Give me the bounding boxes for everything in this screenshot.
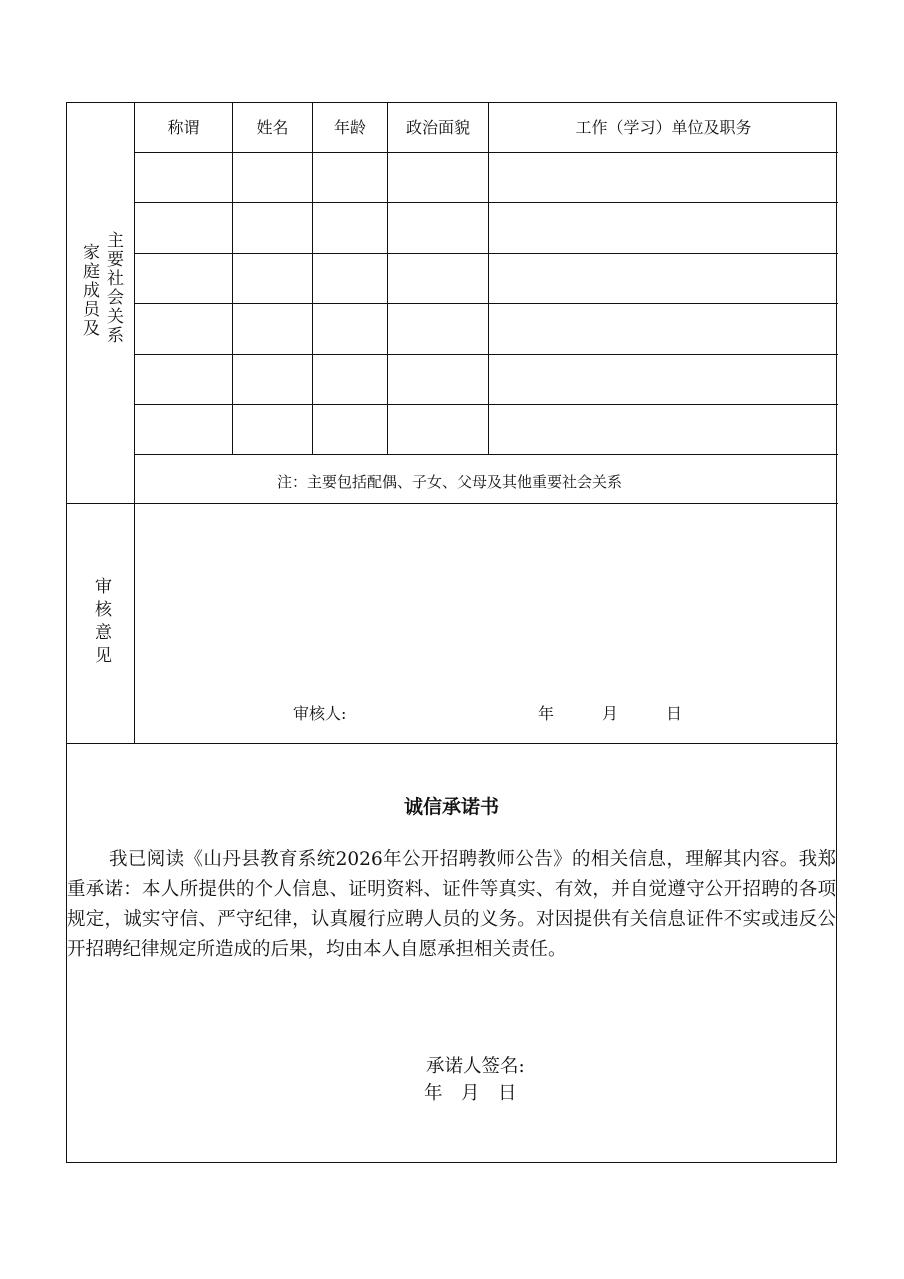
review-day: 日	[666, 704, 683, 723]
grid-line	[135, 454, 838, 455]
header-political-status: 政治面貌	[405, 118, 470, 137]
family-side-label-col2: 主要社会关系	[103, 231, 123, 345]
grid-line	[488, 103, 489, 455]
grid-line	[135, 202, 838, 203]
pledge-date-line: 年 月 日	[424, 1083, 517, 1104]
registration-form-frame	[66, 102, 837, 1163]
grid-line	[135, 354, 838, 355]
grid-line	[135, 253, 838, 254]
pledge-signature-label: 承诺人签名:	[426, 1056, 525, 1077]
grid-line	[135, 404, 838, 405]
header-age: 年龄	[333, 118, 366, 137]
grid-line	[135, 303, 838, 304]
header-work-unit: 工作（学习）单位及职务	[575, 118, 752, 137]
grid-line	[134, 103, 135, 743]
pledge-title: 诚信承诺书	[403, 796, 499, 818]
pledge-body: 我已阅读《山丹县教育系统2026年公开招聘教师公告》的相关信息，理解其内容。我郑重承诺：本人所提供的个人信息、证明资料、证件等真实、有效，并自觉遵守公开招聘的各项规定，诚实守信、严守纪律，认真履行应聘人员的义务。对因提供有关信息证件不实或违反公开招聘纪律规定所造成的后果，均由本人自愿承担相关责任。	[67, 849, 836, 960]
grid-line	[67, 743, 838, 744]
grid-line	[312, 103, 313, 455]
grid-line	[67, 503, 838, 504]
review-month: 月	[602, 704, 619, 723]
grid-line	[135, 152, 838, 153]
grid-line	[387, 103, 388, 455]
family-side-label-col1: 家庭成员及	[79, 243, 99, 338]
family-note: 注：主要包括配偶、子女、父母及其他重要社会关系	[277, 473, 623, 491]
review-side-label: 审核意见	[91, 577, 111, 669]
header-title: 称谓	[167, 118, 200, 137]
review-year: 年	[538, 704, 555, 723]
header-name: 姓名	[256, 118, 289, 137]
grid-line	[232, 103, 233, 455]
reviewer-label: 审核人:	[293, 704, 347, 723]
